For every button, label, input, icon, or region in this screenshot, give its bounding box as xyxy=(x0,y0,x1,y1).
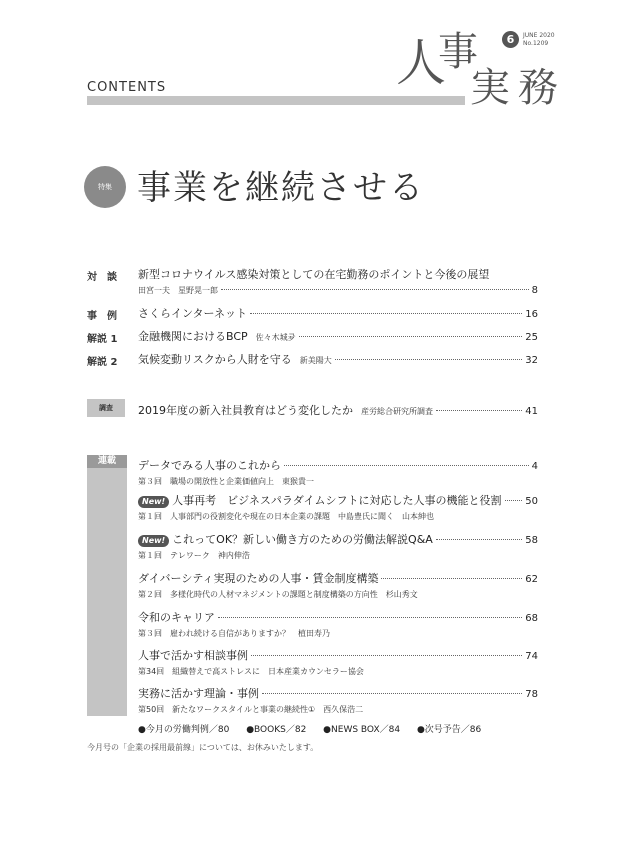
entry-title: 実務に活かす理論・事例 xyxy=(138,687,259,700)
footer-item[interactable]: ●今月の労働判例／80 xyxy=(138,725,230,735)
entry-title: これってOK？新しい働き方のための労働法解説Q&A xyxy=(172,533,433,546)
toc-entry[interactable] xyxy=(138,609,538,639)
entry-title: 2019年度の新入社員教育はどう変化したか xyxy=(138,404,353,417)
entry-page: 58 xyxy=(525,535,538,546)
entry-subtitle: 第１回 テレワーク 神内伸浩 xyxy=(138,551,250,560)
logo-char-3: 実 xyxy=(470,65,510,111)
entry-subtitle: 第３回 職場の開放性と企業価値向上 東猴貴一 xyxy=(138,477,314,486)
toc-entry[interactable] xyxy=(138,492,538,522)
entry-page: 8 xyxy=(531,285,538,296)
footer-item[interactable]: ●NEWS BOX／84 xyxy=(323,725,401,735)
issue-month: JUNE 2020 xyxy=(523,32,555,39)
leader-dots xyxy=(218,617,522,618)
entry-title: 令和のキャリア xyxy=(138,611,215,624)
entry-subtitle: 第34回 組織替えで高ストレスに 日本産業カウンセラー協会 xyxy=(138,667,364,676)
entry-category: 解説 1 xyxy=(87,334,118,345)
entry-title: 人事再考 ビジネスパラダイムシフトに対応した人事の機能と役割 xyxy=(172,494,502,507)
entry-category: 解説 2 xyxy=(87,357,118,368)
issue-volume: No.1209 xyxy=(523,40,549,47)
entry-author: 新美陽大 xyxy=(299,356,332,365)
entry-title: 気候変動リスクから人財を守る xyxy=(138,353,292,366)
entry-title: ダイバーシティ実現のための人事・賃金制度構築 xyxy=(138,572,379,585)
entry-author: 産労総合研究所調査 xyxy=(361,407,433,416)
entry-page: 68 xyxy=(525,613,538,624)
entry-page: 16 xyxy=(525,309,538,320)
entry-page: 25 xyxy=(525,332,538,343)
serial-tag: 連載 xyxy=(87,455,127,468)
entry-subtitle: 第50回 新たなワークスタイルと事業の継続性① 西久保浩二 xyxy=(138,705,364,714)
leader-dots xyxy=(284,465,529,466)
feature-title: 事業を継続させる xyxy=(137,168,425,208)
feature-badge: 特集 xyxy=(84,166,126,208)
serial-sidebar xyxy=(87,468,127,716)
leader-dots xyxy=(250,313,522,314)
toc-entry[interactable] xyxy=(138,351,538,367)
leader-dots xyxy=(262,693,522,694)
entry-page: 50 xyxy=(525,496,538,507)
toc-entry[interactable] xyxy=(138,266,538,296)
footer-item[interactable]: ●次号予告／86 xyxy=(416,725,482,735)
entry-title: 新型コロナウイルス感染対策としての在宅勤務のポイントと今後の展望 xyxy=(138,268,490,281)
toc-entry[interactable] xyxy=(138,570,538,600)
entry-title: 金融機関におけるBCP xyxy=(138,330,248,343)
toc-entry[interactable] xyxy=(138,647,538,677)
magazine-logo xyxy=(396,30,586,120)
entry-subtitle: 第３回 雇われ続ける自信がありますか？ 植田寿乃 xyxy=(138,629,330,638)
toc-entry[interactable] xyxy=(138,685,538,715)
footer-items xyxy=(138,722,495,735)
entry-page: 4 xyxy=(531,461,538,472)
footer-item[interactable]: ●BOOKS／82 xyxy=(246,725,307,735)
leader-dots xyxy=(381,578,522,579)
logo-char-1: 人 xyxy=(396,34,446,92)
entry-category: 対 談 xyxy=(87,272,117,283)
new-badge: New! xyxy=(138,535,169,547)
entry-page: 32 xyxy=(525,355,538,366)
contents-label: CONTENTS xyxy=(87,80,167,95)
entry-author: 佐々木城夛 xyxy=(255,333,296,342)
leader-dots xyxy=(436,539,522,540)
toc-entry[interactable] xyxy=(138,531,538,561)
entry-title: 人事で活かす相談事例 xyxy=(138,649,248,662)
toc-entry[interactable] xyxy=(138,402,538,418)
entry-page: 62 xyxy=(525,574,538,585)
leader-dots xyxy=(505,500,523,501)
footer-note: 今月号の「企業の採用最前線」については、お休みいたします。 xyxy=(87,743,319,752)
toc-entry[interactable] xyxy=(138,305,538,321)
entry-subtitle: 第１回 人事部門の役割変化や現在の日本企業の課題 中島豊氏に聞く 山本紳也 xyxy=(138,512,434,521)
entry-author: 田宮一夫 星野晃一郎 xyxy=(138,286,218,295)
leader-dots xyxy=(299,336,523,337)
survey-tag: 調査 xyxy=(87,399,125,417)
entry-subtitle: 第２回 多様化時代の人材マネジメントの課題と制度構築の方向性 杉山秀文 xyxy=(138,590,418,599)
toc-entry[interactable] xyxy=(138,457,538,487)
entry-page: 78 xyxy=(525,689,538,700)
leader-dots xyxy=(221,289,529,290)
entry-page: 41 xyxy=(525,406,538,417)
toc-entry[interactable] xyxy=(138,328,538,344)
leader-dots xyxy=(436,410,522,411)
entry-page: 74 xyxy=(525,651,538,662)
logo-char-2: 事 xyxy=(438,29,478,75)
leader-dots xyxy=(335,359,522,360)
entry-title: さくらインターネット xyxy=(138,307,248,320)
logo-char-4: 務 xyxy=(518,65,558,111)
issue-number-badge: 6 xyxy=(502,31,519,48)
leader-dots xyxy=(251,655,522,656)
entry-title: データでみる人事のこれから xyxy=(138,459,281,472)
entry-category: 事 例 xyxy=(87,311,117,322)
new-badge: New! xyxy=(138,496,169,508)
